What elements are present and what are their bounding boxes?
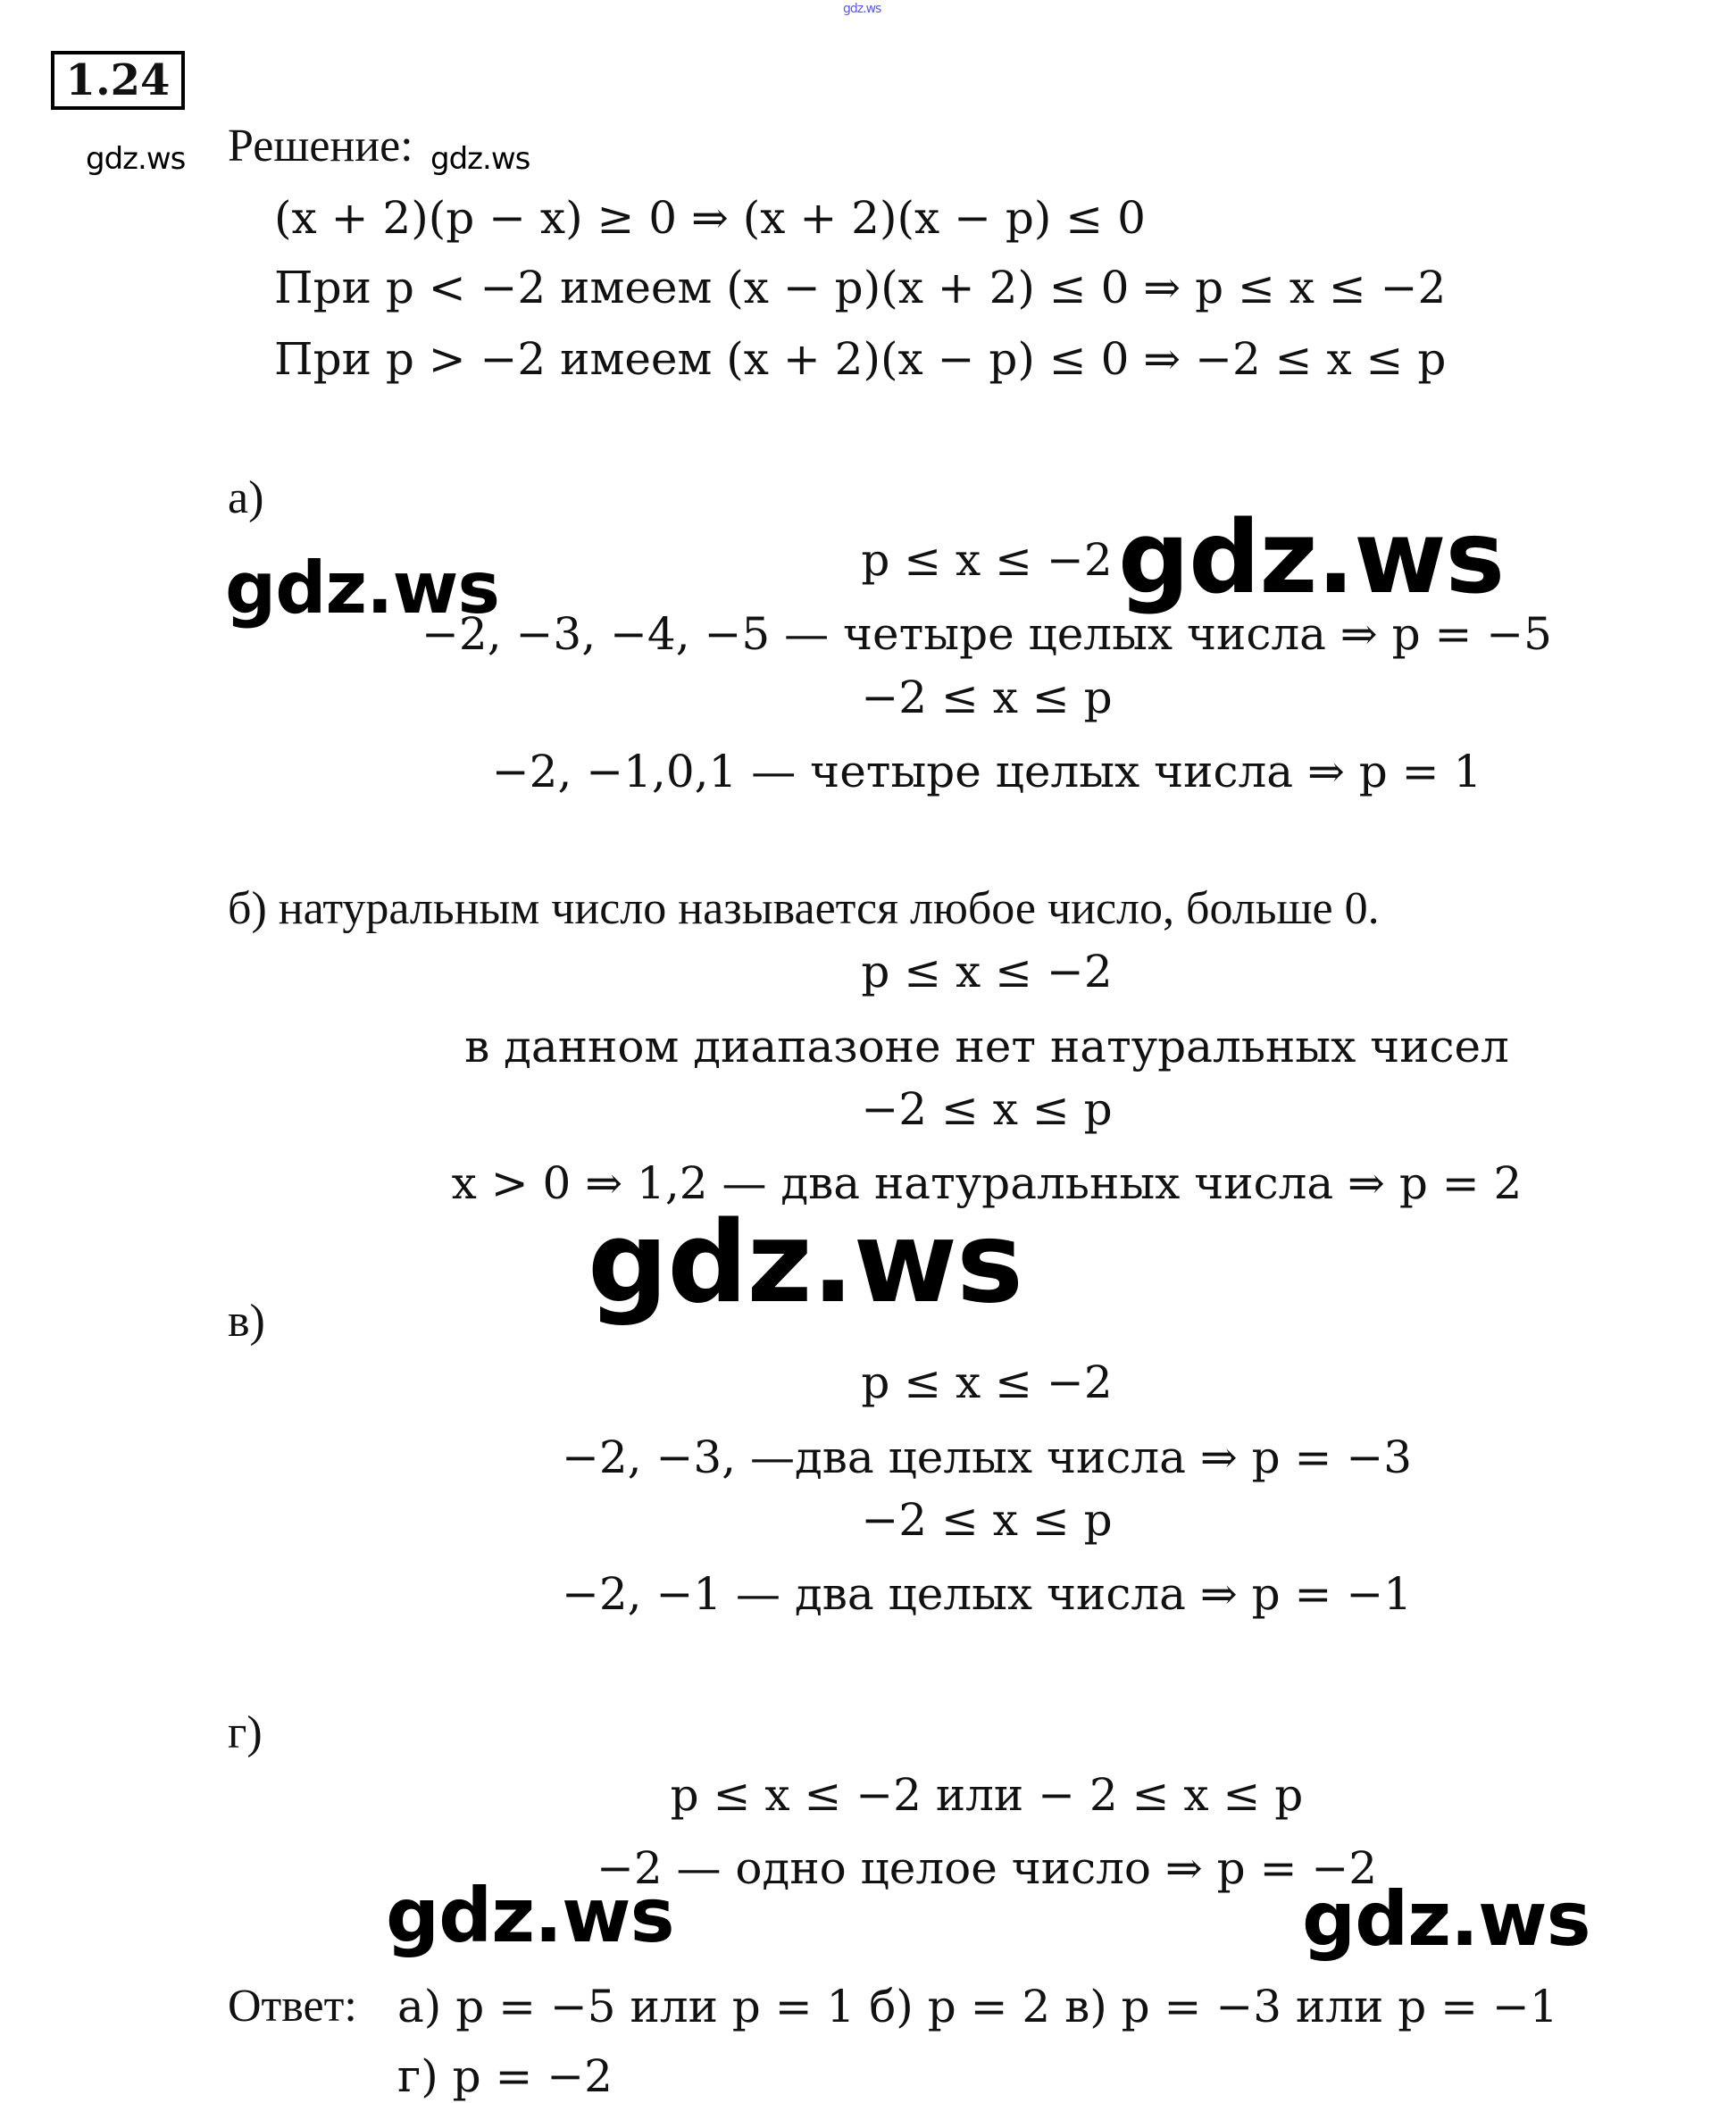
watermark: gdz.ws <box>1118 500 1505 616</box>
solution-label: Решение: <box>228 121 413 171</box>
part-b-line: p ≤ x ≤ −2 <box>861 946 1113 997</box>
part-g-line: p ≤ x ≤ −2 или − 2 ≤ x ≤ p <box>670 1769 1304 1821</box>
part-v-label: в) <box>228 1296 265 1347</box>
intro-line: При p > −2 имеем (x + 2)(x − p) ≤ 0 ⇒ −2 ≤ x ≤ p <box>274 333 1447 385</box>
answer-label: Ответ: <box>228 1981 357 2032</box>
part-v-line: −2 ≤ x ≤ p <box>861 1494 1113 1546</box>
part-a-line: −2, −1,0,1 — четыре целых числа ⇒ p = 1 <box>491 746 1482 797</box>
part-b-line: в данном диапазоне нет натуральных чисел <box>464 1021 1509 1072</box>
part-a-line: p ≤ x ≤ −2 <box>861 534 1113 586</box>
part-b-line: −2 ≤ x ≤ p <box>861 1083 1113 1135</box>
part-g-label: г) <box>228 1707 263 1758</box>
part-g-line: −2 — одно целое число ⇒ p = −2 <box>596 1842 1378 1894</box>
part-a-line: −2 ≤ x ≤ p <box>861 672 1113 723</box>
part-a-line: −2, −3, −4, −5 — четыре целых числа ⇒ p = −5 <box>421 608 1552 660</box>
watermark: gdz.ws <box>225 547 500 630</box>
problem-number: 1.24 <box>51 51 185 110</box>
part-v-line: p ≤ x ≤ −2 <box>861 1356 1113 1408</box>
watermark-top: gdz.ws <box>843 2 881 16</box>
watermark: gdz.ws <box>1302 1875 1590 1963</box>
intro-line: (x + 2)(p − x) ≥ 0 ⇒ (x + 2)(x − p) ≤ 0 <box>274 192 1146 244</box>
answer-line: а) p = −5 или p = 1 б) p = 2 в) p = −3 или p = −1 <box>397 1981 1558 2032</box>
part-b-label: б) натуральным число называется любое число, больше 0. <box>228 883 1380 934</box>
intro-line: При p < −2 имеем (x − p)(x + 2) ≤ 0 ⇒ p ≤ x ≤ −2 <box>274 262 1447 313</box>
part-b-line: x > 0 ⇒ 1,2 — два натуральных числа ⇒ p = 2 <box>451 1157 1523 1209</box>
watermark: gdz.ws <box>386 1872 674 1959</box>
watermark: gdz.ws <box>430 141 530 177</box>
part-a-label: а) <box>228 472 264 523</box>
watermark: gdz.ws <box>588 1197 1022 1328</box>
answer-line: г) p = −2 <box>397 2050 613 2102</box>
part-v-line: −2, −1 — два целых числа ⇒ p = −1 <box>561 1568 1413 1620</box>
part-v-line: −2, −3, —два целых числа ⇒ p = −3 <box>561 1431 1413 1483</box>
watermark: gdz.ws <box>86 141 186 177</box>
